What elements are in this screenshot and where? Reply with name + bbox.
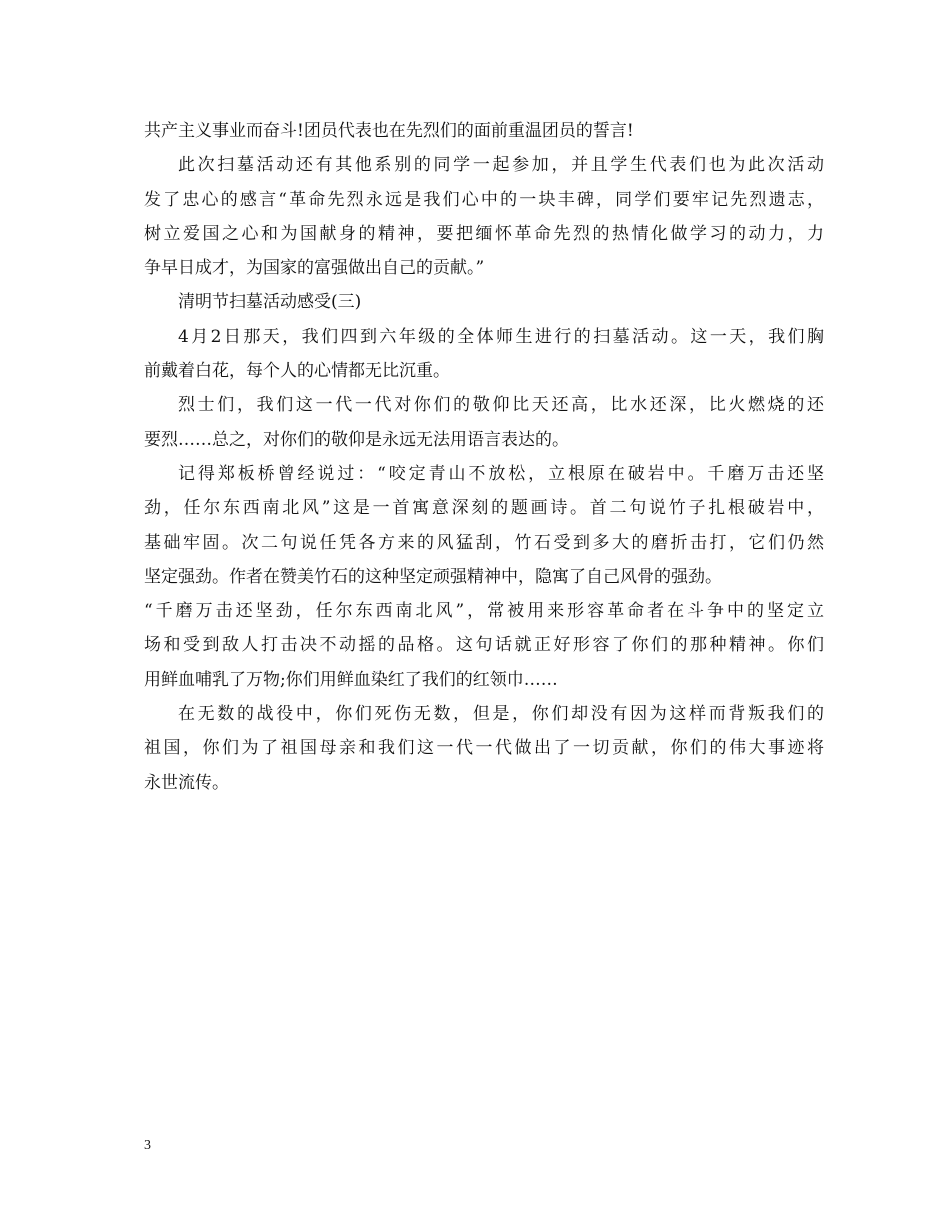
text-line: 4月2日那天，我们四到六年级的全体师生进行的扫墓活动。这一天，我们胸: [178, 326, 824, 347]
text-line: 祖国，你们为了祖国母亲和我们这一代一代做出了一切贡献，你们的伟大事迹将: [144, 738, 824, 759]
text-line: 用鲜血哺乳了万物;你们用鲜血染红了我们的红领巾……: [144, 669, 558, 690]
page-number: 3: [144, 1138, 151, 1153]
text-line: 坚定强劲。作者在赞美竹石的这种坚定顽强精神中，隐寓了自己风骨的强劲。: [144, 566, 722, 587]
document-body: [144, 114, 824, 800]
text-line: 树立爱国之心和为国献身的精神，要把缅怀革命先烈的热情化做学习的动力，力: [144, 223, 824, 244]
text-line: 要烈……总之，对你们的敬仰是永远无法用语言表达的。: [144, 429, 569, 450]
text-line: 基础牢固。次二句说任凭各方来的风猛刮，竹石受到多大的磨折击打，它们仍然: [144, 532, 824, 553]
text-line: 永世流传。: [144, 772, 229, 793]
text-line: “千磨万击还坚劲，任尔东西南北风”，常被用来形容革命者在斗争中的坚定立: [144, 601, 824, 622]
text-line: 此次扫墓活动还有其他系别的同学一起参加，并且学生代表们也为此次活动: [178, 155, 824, 176]
text-line: 记得郑板桥曾经说过：“咬定青山不放松，立根原在破岩中。千磨万击还坚: [178, 463, 824, 484]
section-heading: 清明节扫墓活动感受(三): [178, 292, 362, 313]
text-line: 前戴着白花，每个人的心情都无比沉重。: [144, 361, 450, 382]
text-line: 共产主义事业而奋斗!团员代表也在先烈们的面前重温团员的誓言!: [144, 121, 634, 141]
text-line: 劲，任尔东西南北风”这是一首寓意深刻的题画诗。首二句说竹子扎根破岩中，: [144, 498, 824, 519]
text-line: 烈士们，我们这一代一代对你们的敬仰比天还高，比水还深，比火燃烧的还: [178, 395, 824, 416]
text-line: 在无数的战役中，你们死伤无数，但是，你们却没有因为这样而背叛我们的: [178, 704, 824, 725]
text-line: 争早日成才，为国家的富强做出自己的贡献。”: [144, 258, 485, 279]
text-line: 场和受到敌人打击决不动摇的品格。这句话就正好形容了你们的那种精神。你们: [144, 635, 824, 656]
text-line: 发了忠心的感言“革命先烈永远是我们心中的一块丰碑，同学们要牢记先烈遗志，: [144, 189, 824, 210]
